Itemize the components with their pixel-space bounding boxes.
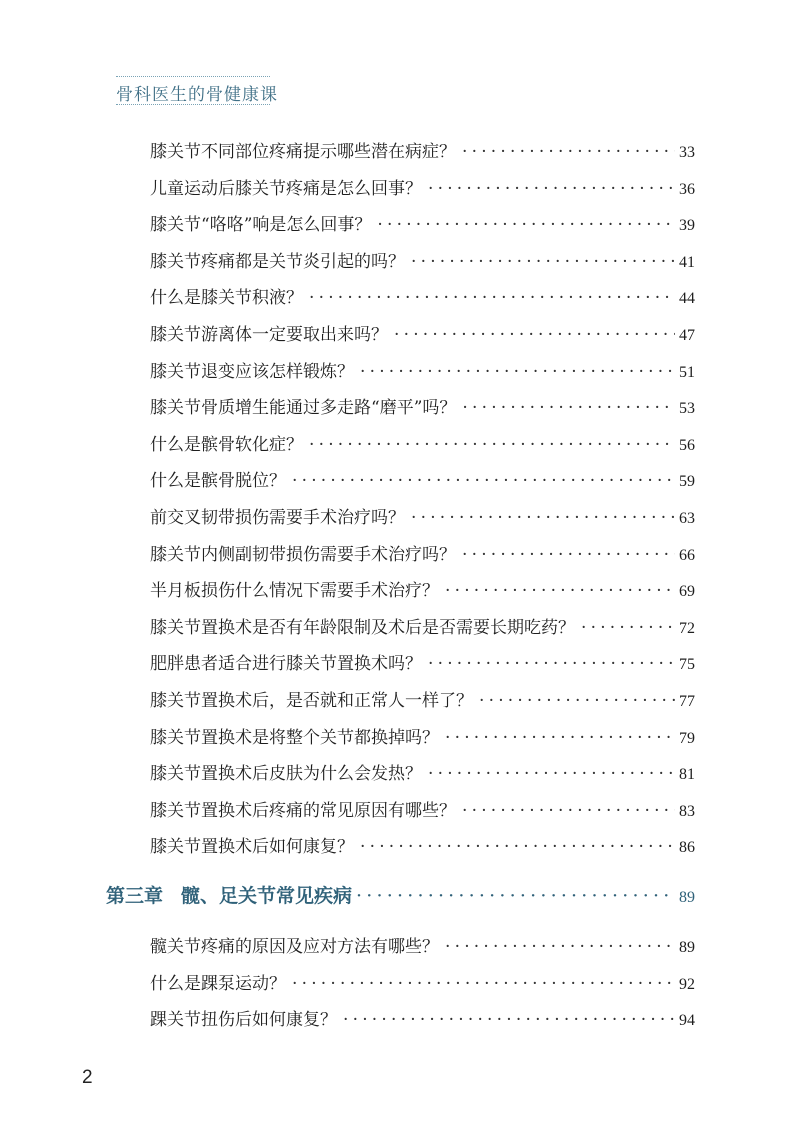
- toc-entry[interactable]: [150, 280, 695, 317]
- leader-dots: [422, 171, 675, 208]
- toc-entry-page: 33: [679, 144, 695, 161]
- toc-entry[interactable]: [150, 610, 695, 647]
- toc-entry-title: 什么是髌骨软化症？: [150, 434, 303, 455]
- toc-entry-page: 79: [679, 729, 695, 747]
- leader-dots: [575, 610, 675, 647]
- leader-dots: [456, 537, 675, 574]
- toc-entry[interactable]: [150, 317, 695, 354]
- toc-entry-page: 47: [679, 326, 695, 344]
- toc-entry-page: 44: [679, 290, 695, 308]
- toc-entry-title: 膝关节内侧副韧带损伤需要手术治疗吗？: [150, 544, 456, 565]
- toc-entry-page: 69: [679, 583, 695, 601]
- toc-entry[interactable]: [150, 463, 695, 500]
- toc-entry-page: 77: [679, 692, 695, 710]
- toc-entry-page: 89: [679, 939, 695, 956]
- toc-entry-page: 56: [679, 436, 695, 454]
- leader-dots: [456, 134, 675, 171]
- leader-dots: [337, 1002, 675, 1039]
- leader-dots: [354, 354, 675, 391]
- leader-dots: [456, 390, 675, 427]
- toc-entry-title: 膝关节“咯咯”响是怎么回事？: [150, 215, 372, 236]
- toc-entry-title: 膝关节置换术后皮肤为什么会发热？: [150, 764, 422, 785]
- toc-entry-title: 膝关节置换术后疼痛的常见原因有哪些？: [150, 800, 456, 821]
- toc-entry-page: 63: [679, 509, 695, 527]
- leader-dots: [456, 793, 675, 830]
- toc-entry-title: 什么是髌骨脱位？: [150, 471, 286, 492]
- leader-dots: [388, 317, 675, 354]
- toc-entry-title: 膝关节置换术后如何康复？: [150, 837, 354, 858]
- toc-entry[interactable]: [150, 427, 695, 464]
- leader-dots: [439, 720, 675, 757]
- toc-entry[interactable]: [150, 207, 695, 244]
- header-rule-top: [116, 76, 270, 77]
- chapter-page-number: 89: [679, 889, 695, 906]
- toc-entry[interactable]: [150, 500, 695, 537]
- toc-entry[interactable]: [150, 646, 695, 683]
- toc-entry[interactable]: [150, 966, 695, 1003]
- toc-entry-page: 75: [679, 656, 695, 674]
- toc-entry[interactable]: [150, 134, 695, 171]
- leader-dots: [405, 500, 675, 537]
- toc-entry[interactable]: [150, 1002, 695, 1039]
- toc-entry[interactable]: [150, 756, 695, 793]
- running-header: 骨科医生的骨健康课: [116, 85, 278, 105]
- toc-entry-title: 髋关节疼痛的原因及应对方法有哪些？: [150, 937, 439, 957]
- leader-dots: [439, 573, 675, 610]
- toc-entry-title: 踝关节扭伤后如何康复？: [150, 1010, 337, 1031]
- leader-dots: [439, 929, 675, 966]
- toc-entry-page: 36: [679, 180, 695, 198]
- toc-entry-page: 59: [679, 473, 695, 491]
- toc-entry-title: 膝关节疼痛都是关节炎引起的吗？: [150, 251, 405, 272]
- chapter-name: 髋、足关节常见疾病: [181, 885, 353, 907]
- toc-entry-page: 41: [679, 253, 695, 271]
- toc-list: [150, 134, 695, 866]
- toc-entry-title: 膝关节退变应该怎样锻炼？: [150, 361, 354, 382]
- toc-entry-title: 儿童运动后膝关节疼痛是怎么回事？: [150, 178, 422, 199]
- leader-dots: [303, 427, 675, 464]
- toc-entry-page: 53: [679, 400, 695, 418]
- toc-entry[interactable]: [150, 829, 695, 866]
- leader-dots: [422, 756, 675, 793]
- toc-entry[interactable]: [150, 171, 695, 208]
- toc-entry-title: 什么是膝关节积液？: [150, 288, 303, 309]
- leader-dots: [286, 966, 675, 1003]
- toc-entry-title: 前交叉韧带损伤需要手术治疗吗？: [150, 507, 405, 528]
- leader-dots: [473, 683, 675, 720]
- toc-entry-title: 膝关节置换术后，是否就和正常人一样了？: [150, 690, 473, 711]
- page-number: 2: [82, 1067, 93, 1088]
- toc-entry[interactable]: [150, 683, 695, 720]
- leader-dots: [354, 829, 675, 866]
- leader-dots: [405, 244, 675, 281]
- toc-entry-page: 66: [679, 546, 695, 564]
- toc-entry-title: 膝关节置换术是否有年龄限制及术后是否需要长期吃药？: [150, 617, 575, 638]
- toc-entry-page: 81: [679, 766, 695, 784]
- toc-entry-title: 膝关节游离体一定要取出来吗？: [150, 324, 388, 345]
- leader-dots: [286, 463, 675, 500]
- chapter-heading[interactable]: [106, 877, 695, 915]
- toc-entry-page: 83: [679, 802, 695, 820]
- toc-entry[interactable]: [150, 573, 695, 610]
- toc-entry-title: 膝关节不同部位疼痛提示哪些潜在病症？: [150, 142, 456, 162]
- toc-entry-title: 膝关节置换术是将整个关节都换掉吗？: [150, 727, 439, 748]
- toc-entry-page: 92: [679, 975, 695, 993]
- toc-entry-title: 什么是踝泵运动？: [150, 973, 286, 994]
- leader-dots: [371, 207, 675, 244]
- toc-entry[interactable]: [150, 720, 695, 757]
- toc-entry-page: 51: [679, 363, 695, 381]
- chapter-label: 第三章: [106, 885, 164, 907]
- toc-entry-title: 肥胖患者适合进行膝关节置换术吗？: [150, 654, 422, 675]
- toc-entry[interactable]: [150, 929, 695, 966]
- toc-entry-title: 半月板损伤什么情况下需要手术治疗？: [150, 581, 439, 602]
- toc-entry[interactable]: [150, 390, 695, 427]
- leader-dots: [303, 280, 675, 317]
- toc-entry-title: 膝关节骨质增生能通过多走路“磨平”吗？: [150, 398, 457, 419]
- toc-entry[interactable]: [150, 244, 695, 281]
- header-rule-bottom: [116, 104, 270, 105]
- leader-dots: [422, 646, 675, 683]
- chapter-toc-list: [150, 929, 695, 1039]
- toc-entry-page: 39: [679, 217, 695, 235]
- toc-entry[interactable]: [150, 537, 695, 574]
- toc-entry[interactable]: [150, 793, 695, 830]
- toc-entry-page: 94: [679, 1012, 695, 1030]
- toc-entry[interactable]: [150, 354, 695, 391]
- leader-dots: [352, 877, 675, 915]
- toc-entry-page: 72: [679, 619, 695, 637]
- toc-entry-page: 86: [679, 839, 695, 857]
